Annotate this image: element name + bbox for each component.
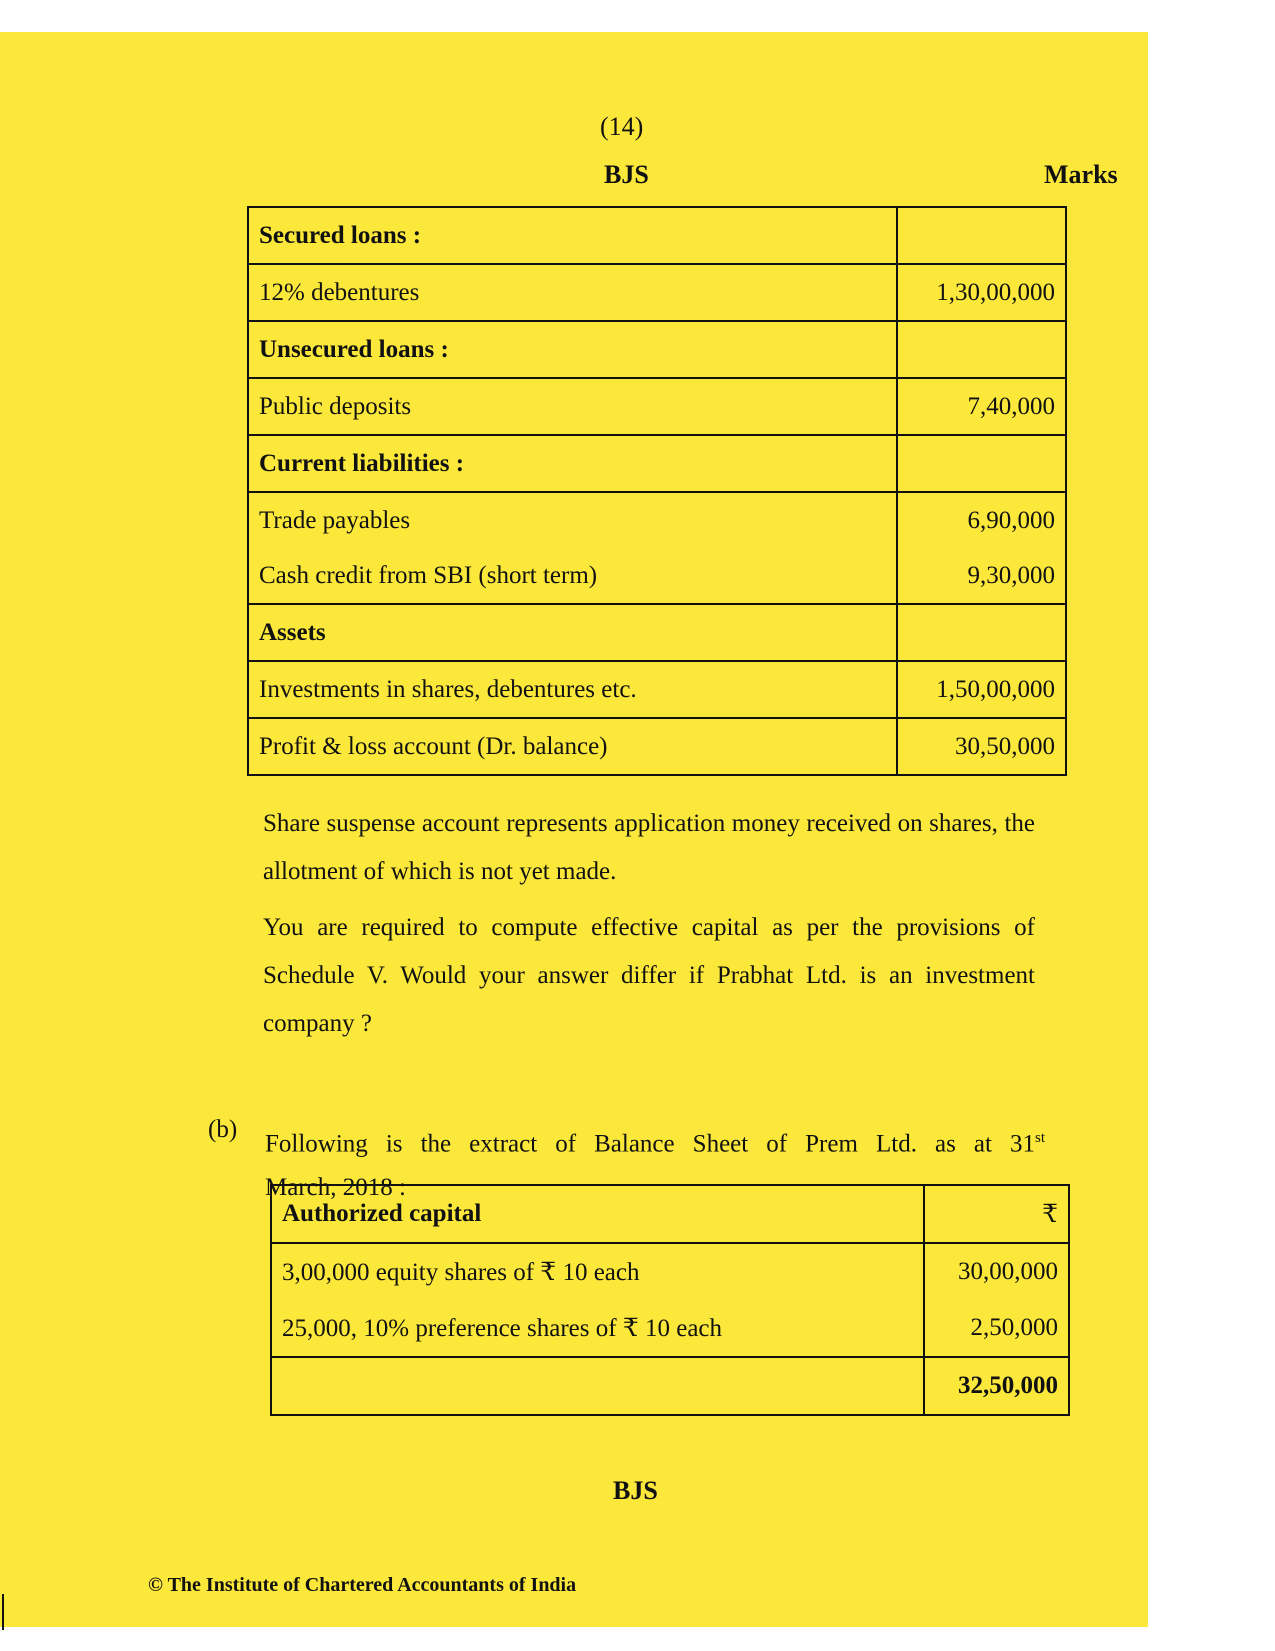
table-row [271,1243,1069,1300]
amount-cell [897,321,1066,378]
table-row [271,1357,1069,1415]
table-row [248,661,1066,718]
table-row [248,378,1066,435]
question-instruction: You are required to compute effective capital as per the provisions of Schedule V. Would your answer differ if Prabhat Ltd. is an investment company ? [263,914,1035,1037]
table-row [248,321,1066,378]
amount-cell: 9,30,000 [897,548,1066,604]
amount-cell: 30,00,000 [924,1243,1069,1300]
amount-cell: 6,90,000 [897,492,1066,548]
total-amount: 32,50,000 [924,1357,1069,1415]
table-row [248,604,1066,661]
item-label: Profit & loss account (Dr. balance) [248,718,897,775]
section-heading: Current liabilities : [248,435,897,492]
superscript-st: st [1034,1130,1045,1146]
table-row [248,435,1066,492]
amount-cell [897,435,1066,492]
item-label: 12% debentures [248,264,897,321]
page-number: (14) [600,112,644,141]
authorized-capital-table [270,1184,1070,1416]
amount-cell: 30,50,000 [897,718,1066,775]
copyright-notice: © The Institute of Chartered Accountants of India [148,1574,577,1596]
amount-cell: 7,40,000 [897,378,1066,435]
section-heading: Secured loans : [248,207,897,264]
table-heading: Authorized capital [271,1185,924,1243]
item-label: 3,00,000 equity shares of ₹ 10 each [271,1243,924,1300]
item-label: Public deposits [248,378,897,435]
paper-code-bottom: BJS [613,1476,658,1505]
section-heading: Assets [248,604,897,661]
question-label-b: (b) [208,1116,238,1143]
margin-mark [2,1594,4,1630]
amount-cell: 2,50,000 [924,1300,1069,1357]
item-label: Cash credit from SBI (short term) [248,548,897,604]
part-b-intro-line1: Following is the extract of Balance Sheet of Prem Ltd. as at 31 [265,1130,1035,1158]
amount-cell: 1,50,00,000 [897,661,1066,718]
table-row [248,264,1066,321]
amount-cell [897,604,1066,661]
share-suspense-note: Share suspense account represents application money received on shares, the allotment of which is not yet made. [263,810,1035,885]
table-row [248,207,1066,264]
part-b-intro-line2: March, 2018 : [265,1174,406,1202]
amount-cell [897,207,1066,264]
currency-symbol: ₹ [924,1185,1069,1243]
item-label: Investments in shares, debentures etc. [248,661,897,718]
total-label [271,1357,924,1415]
table-row [248,492,1066,548]
marks-heading: Marks [1044,160,1118,189]
amount-cell: 1,30,00,000 [897,264,1066,321]
paper-code-top: BJS [604,160,649,189]
balance-sheet-extract-table [247,206,1067,776]
table-row [248,718,1066,775]
table-row [248,548,1066,604]
table-row [271,1185,1069,1243]
section-heading: Unsecured loans : [248,321,897,378]
table-row [271,1300,1069,1357]
item-label: Trade payables [248,492,897,548]
item-label: 25,000, 10% preference shares of ₹ 10 each [271,1300,924,1357]
